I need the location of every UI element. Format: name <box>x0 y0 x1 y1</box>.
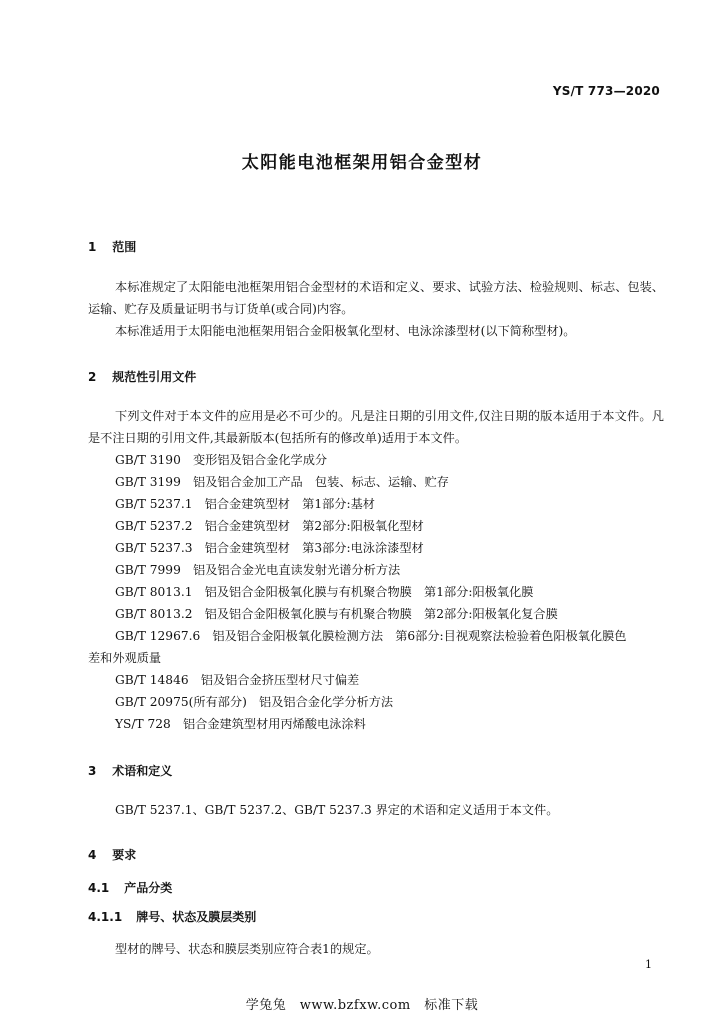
section-title: 要求 <box>112 848 137 862</box>
reference-item: YS/T 728 铝合金建筑型材用丙烯酸电泳涂料 <box>115 717 366 731</box>
section-number: 3 <box>88 764 97 778</box>
section-number: 2 <box>88 370 97 384</box>
section-3-heading <box>88 762 172 779</box>
standard-code: YS/T 773—2020 <box>552 84 660 98</box>
section-number: 4.1 <box>88 881 110 895</box>
section-number: 1 <box>88 240 97 254</box>
reference-item: GB/T 7999 铝及铝合金光电直读发射光谱分析方法 <box>115 563 401 577</box>
reference-item-continuation: 差和外观质量 <box>88 651 162 665</box>
section-title: 范围 <box>112 240 137 254</box>
reference-item: GB/T 14846 铝及铝合金挤压型材尺寸偏差 <box>115 673 360 687</box>
section-number: 4.1.1 <box>88 910 123 924</box>
section-4-1-1-heading <box>88 908 256 925</box>
reference-item: GB/T 5237.3 铝合金建筑型材 第3部分:电泳涂漆型材 <box>115 541 424 555</box>
reference-item: GB/T 12967.6 铝及铝合金阳极氧化膜检测方法 第6部分:目视观察法检验着色阳极氧化膜色 <box>115 629 627 643</box>
section-4-1-1-paragraph: 型材的牌号、状态和膜层类别应符合表1的规定。 <box>115 942 379 956</box>
footer-watermark: 学兔兔 www.bzfxw.com 标准下载 <box>245 998 479 1013</box>
section-title: 牌号、状态及膜层类别 <box>136 910 257 924</box>
reference-item: GB/T 3199 铝及铝合金加工产品 包装、标志、运输、贮存 <box>115 475 449 489</box>
reference-item: GB/T 5237.2 铝合金建筑型材 第2部分:阳极氧化型材 <box>115 519 424 533</box>
section-4-1-heading <box>88 879 172 896</box>
section-1-heading <box>88 238 136 255</box>
reference-item: GB/T 8013.2 铝及铝合金阳极氧化膜与有机聚合物膜 第2部分:阳极氧化复合膜 <box>115 607 558 621</box>
section-3-paragraph: GB/T 5237.1、GB/T 5237.2、GB/T 5237.3 界定的术语和定义适用于本文件。 <box>115 803 559 817</box>
document-title: 太阳能电池框架用铝合金型材 <box>241 153 483 173</box>
section-2-heading <box>88 368 196 385</box>
section-number: 4 <box>88 848 97 862</box>
reference-item: GB/T 8013.1 铝及铝合金阳极氧化膜与有机聚合物膜 第1部分:阳极氧化膜 <box>115 585 534 599</box>
section-4-heading <box>88 846 136 863</box>
section-1-paragraph-2: 本标准适用于太阳能电池框架用铝合金阳极氧化型材、电泳涂漆型材(以下简称型材)。 <box>115 324 576 338</box>
section-title: 规范性引用文件 <box>112 370 197 384</box>
section-title: 产品分类 <box>124 881 173 895</box>
reference-item: GB/T 20975(所有部分) 铝及铝合金化学分析方法 <box>115 695 394 709</box>
section-1-paragraph-1: 本标准规定了太阳能电池框架用铝合金型材的术语和定义、要求、试验方法、检验规则、标志、包装、运输、贮存及质量证明书与订货单(或合同)内容。 <box>88 280 664 316</box>
reference-item: GB/T 3190 变形铝及铝合金化学成分 <box>115 453 328 467</box>
reference-item: GB/T 5237.1 铝合金建筑型材 第1部分:基材 <box>115 497 375 511</box>
section-2-intro: 下列文件对于本文件的应用是必不可少的。凡是注日期的引用文件,仅注日期的版本适用于本文件。凡是不注日期的引用文件,其最新版本(包括所有的修改单)适用于本文件。 <box>88 409 664 445</box>
page-number: 1 <box>645 958 652 971</box>
section-title: 术语和定义 <box>112 764 173 778</box>
